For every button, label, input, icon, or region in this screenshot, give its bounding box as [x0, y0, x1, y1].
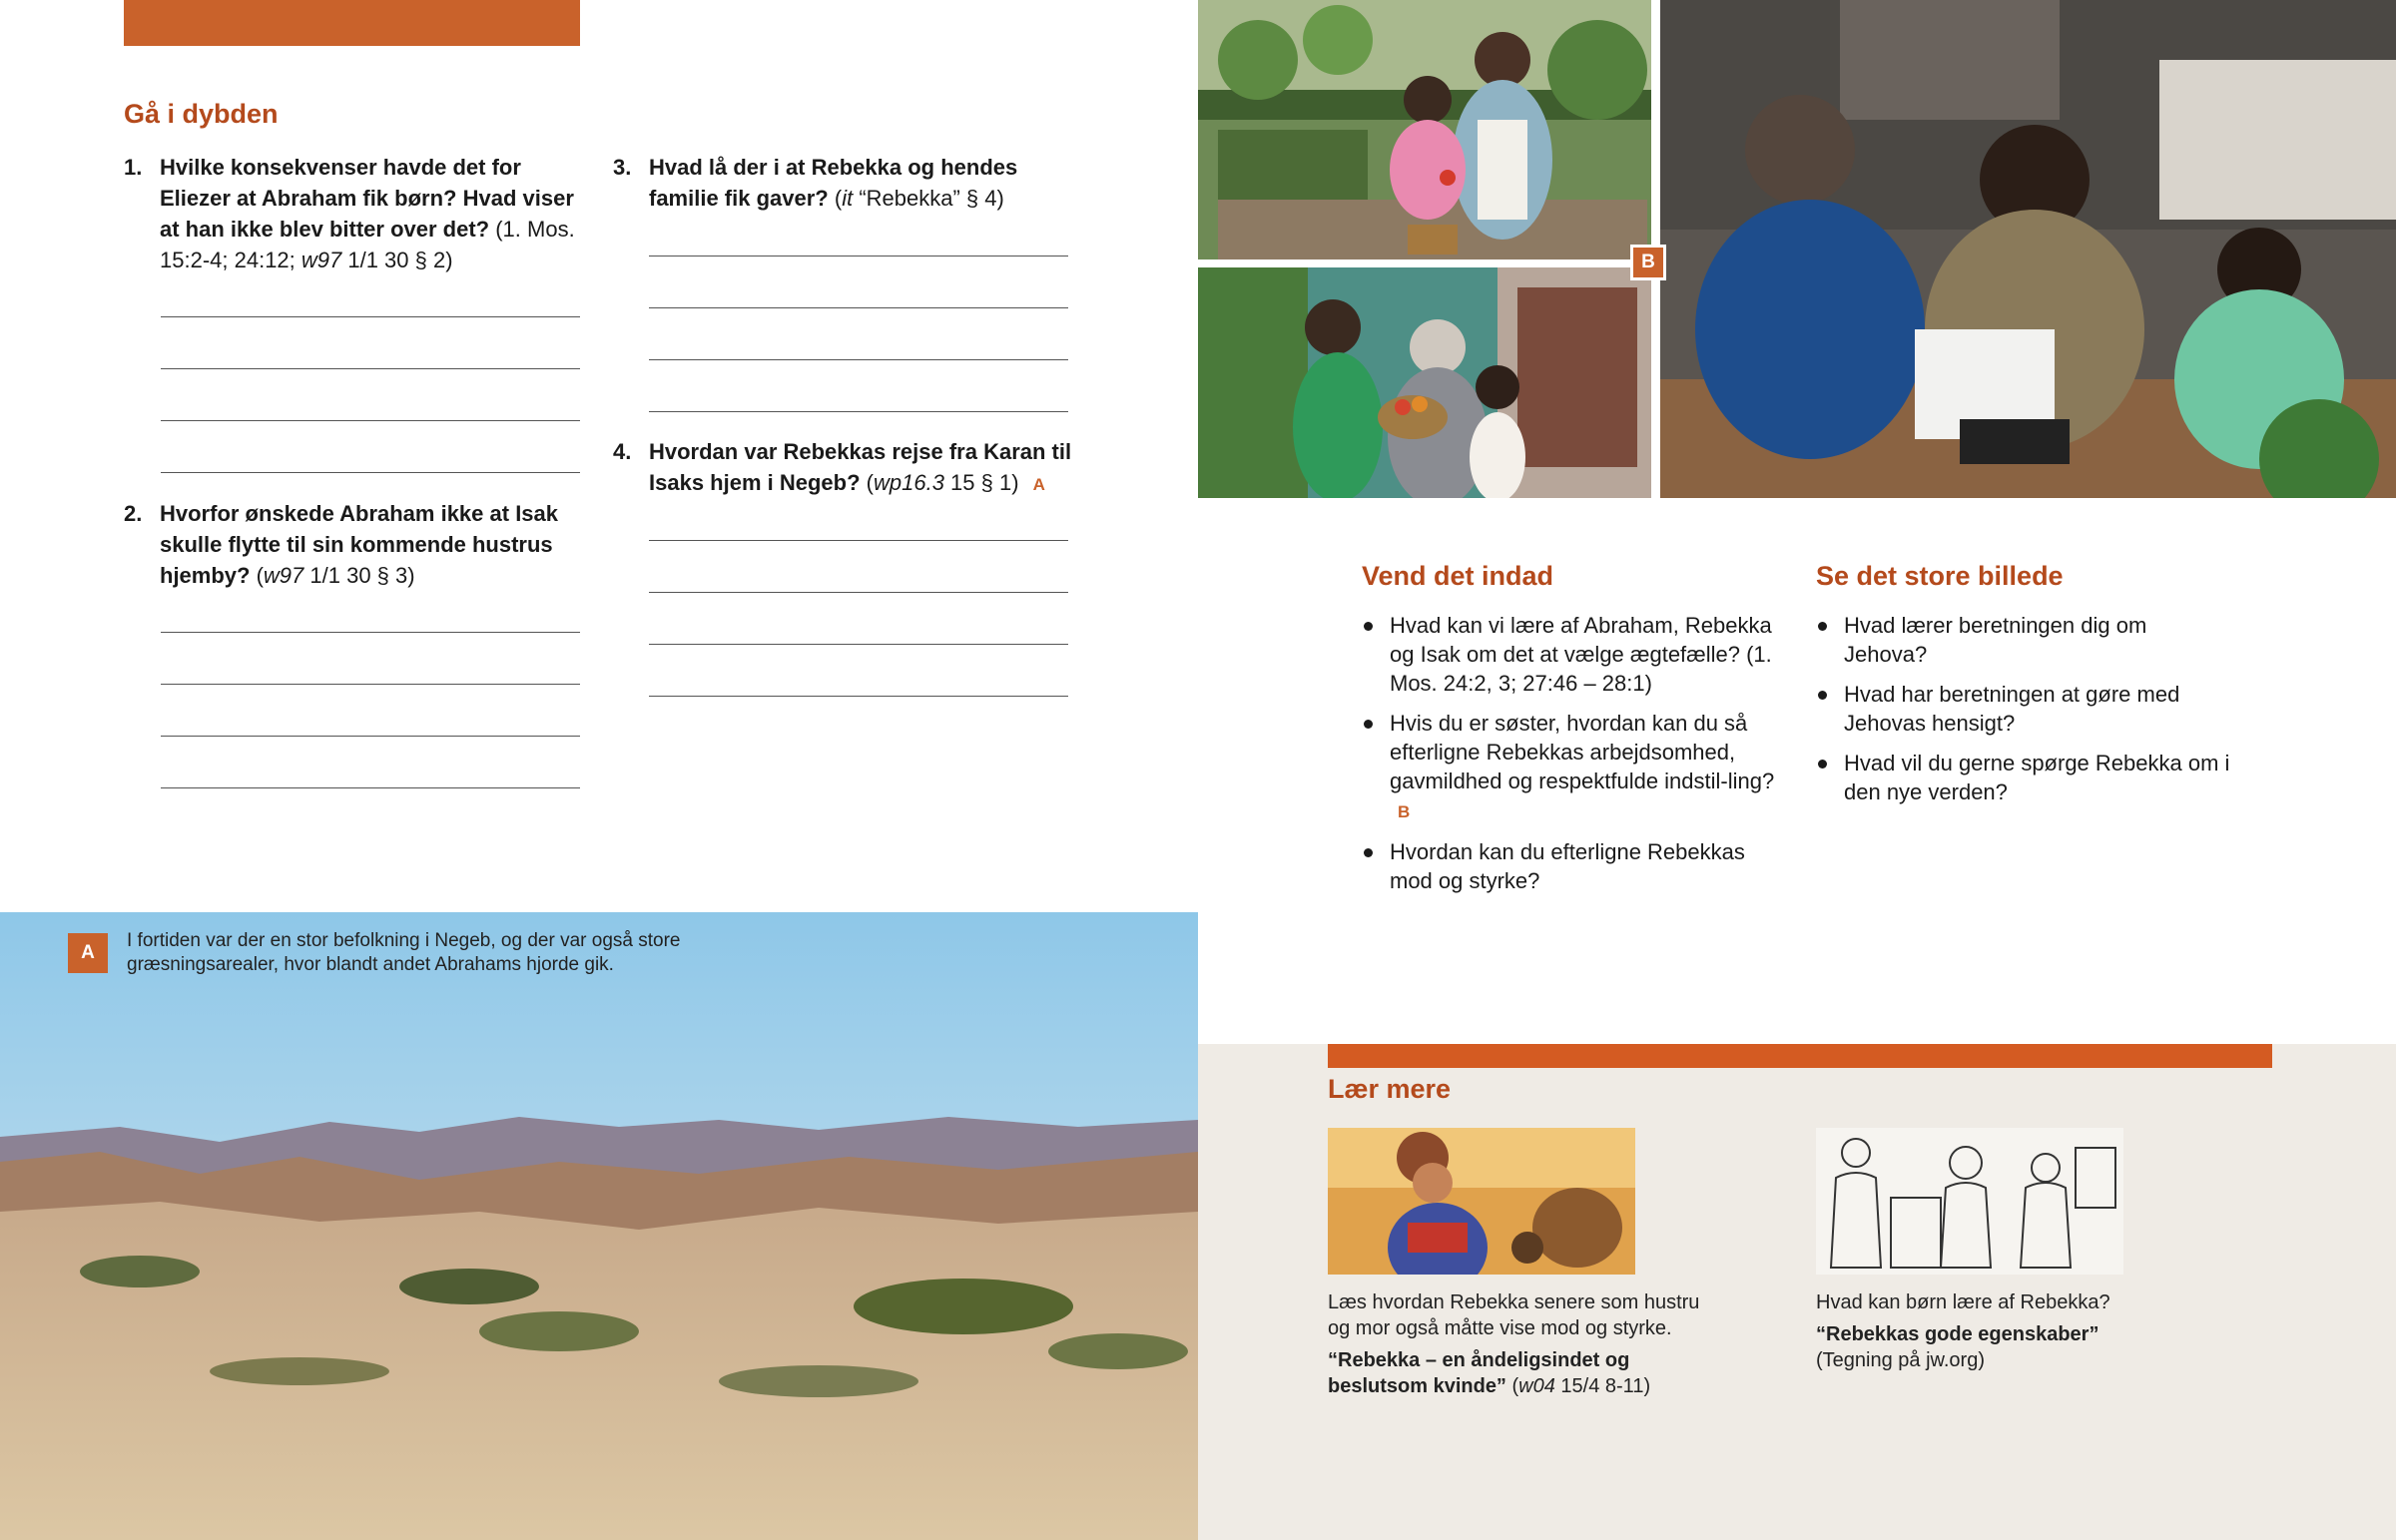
answer-lines-q2	[161, 632, 580, 839]
list-item: Hvad vil du gerne spørge Rebekka om i den nye verden?	[1816, 749, 2235, 806]
card-subnote: (Tegning på jw.org)	[1816, 1349, 1985, 1371]
question-text: Hvilke konsekvenser havde det for Eliezer at Abraham fik børn? Hvad viser at han ikke blev bitter over det?	[160, 155, 574, 242]
question-1	[124, 152, 583, 275]
photo-garden-mother-daughter	[1198, 0, 1651, 259]
answer-line[interactable]	[649, 696, 1068, 697]
question-reference: (wp16.3 15 § 1)	[866, 470, 1019, 495]
photo-badge-a: A	[68, 933, 108, 973]
question-number: 3.	[613, 155, 632, 180]
answer-line[interactable]	[649, 592, 1068, 593]
answer-line[interactable]	[161, 420, 580, 421]
list-item: Hvad har beretningen at gøre med Jehovas hensigt?	[1816, 680, 2235, 738]
answer-line[interactable]	[161, 472, 580, 473]
question-text: Hvorfor ønskede Abraham ikke at Isak skulle flytte til sin kommende hustrus hjemby?	[160, 501, 559, 588]
photo-negev-desert-landscape	[0, 912, 1198, 1540]
answer-line[interactable]	[161, 736, 580, 737]
laer-mere-card-1	[1328, 1289, 1727, 1399]
answer-line[interactable]	[161, 684, 580, 685]
card-description: Hvad kan børn lære af Rebekka?	[1816, 1291, 2110, 1313]
answer-line[interactable]	[649, 359, 1068, 360]
answer-lines-q3	[649, 256, 1068, 463]
answer-line[interactable]	[649, 540, 1068, 541]
answer-lines-q1	[161, 316, 580, 524]
answer-line[interactable]	[649, 411, 1068, 412]
answer-line[interactable]	[649, 256, 1068, 257]
photo-marker-b: B	[1398, 802, 1411, 821]
section-heading-vend-det-indad: Vend det indad	[1362, 561, 1554, 591]
list-item: Hvordan kan du efterligne Rebekkas mod og styrke?	[1362, 837, 1781, 895]
landscape-caption: I fortiden var der en stor befolkning i Negeb, og der var også store græsningsarealer, hvor blandt andet Abrahams hjorde gik.	[127, 930, 681, 975]
photo-family-bible-study	[1660, 0, 2396, 498]
answer-lines-q4	[649, 540, 1068, 748]
photo-badge-b: B	[1630, 245, 1666, 280]
top-decor-strip	[124, 0, 580, 46]
list-item: Hvis du er søster, hvordan kan du så efterligne Rebekkas arbejdsomhed, gavmildhed og respektfulde indstil-ling?B	[1362, 709, 1781, 826]
question-text: Hvad lå der i at Rebekka og hendes familie fik gaver?	[649, 155, 1018, 211]
question-number: 4.	[613, 439, 632, 464]
laer-mere-card-2	[1816, 1289, 2215, 1373]
answer-line[interactable]	[649, 307, 1068, 308]
thumbnail-coloring-drawing[interactable]	[1816, 1128, 2123, 1275]
photo-gift-basket	[1198, 267, 1651, 498]
section-heading-se-det-store-billede: Se det store billede	[1816, 561, 2064, 591]
thumbnail-rebekka-painting[interactable]	[1328, 1128, 1635, 1275]
answer-line[interactable]	[161, 368, 580, 369]
laer-mere-accent-bar	[1328, 1044, 2272, 1068]
question-number: 1.	[124, 155, 143, 180]
photo-marker-a: A	[1032, 475, 1045, 494]
section-heading-laer-mere: Lær mere	[1328, 1074, 1452, 1104]
question-4	[613, 436, 1082, 500]
question-2	[124, 498, 583, 591]
section-heading-ga-i-dybden: Gå i dybden	[124, 99, 279, 129]
card-description: Læs hvordan Rebekka senere som hustru og mor også måtte vise mod og styrke.	[1328, 1291, 1700, 1339]
question-text: Hvordan var Rebekkas rejse fra Karan til Isaks hjem i Negeb?	[649, 439, 1072, 495]
question-reference: (1. Mos. 15:2-4; 24:12; w97 1/1 30 § 2)	[160, 217, 575, 272]
card-link[interactable]: “Rebekka – en åndeligsindet og beslutsom kvinde” (w04 15/4 8-11)	[1328, 1349, 1651, 1397]
vend-det-indad-list	[1362, 611, 1781, 906]
answer-line[interactable]	[649, 644, 1068, 645]
list-item: Hvad lærer beretningen dig om Jehova?	[1816, 611, 2235, 669]
question-3	[613, 152, 1072, 214]
answer-line[interactable]	[161, 316, 580, 317]
answer-line[interactable]	[161, 632, 580, 633]
question-reference: (w97 1/1 30 § 3)	[256, 563, 415, 588]
list-item: Hvad kan vi lære af Abraham, Rebekka og Isak om det at vælge ægtefælle? (1. Mos. 24:2, 3; 27:46 – 28:1)	[1362, 611, 1781, 698]
question-reference: (it “Rebekka” § 4)	[834, 186, 1004, 211]
card-link[interactable]: “Rebekkas gode egenskaber”	[1816, 1323, 2099, 1345]
answer-line[interactable]	[161, 787, 580, 788]
question-number: 2.	[124, 501, 143, 526]
se-det-store-billede-list	[1816, 611, 2235, 817]
